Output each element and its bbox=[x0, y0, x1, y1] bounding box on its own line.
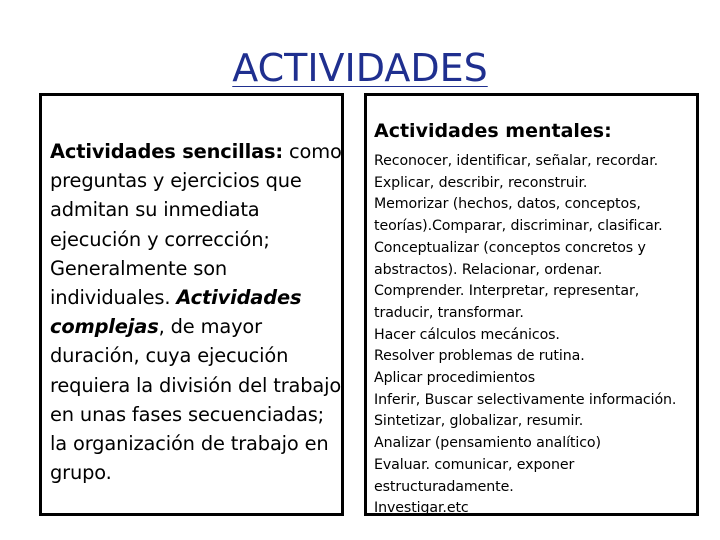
complex-activities-text: , de mayor duración, cuya ejecución requiera la división del trabajo en unas fases secuenciadas; la organización de trabajo en grupo. bbox=[50, 315, 342, 485]
list-item: Inferir, Buscar selectivamente información. bbox=[374, 391, 677, 408]
mental-activities-heading: Actividades mentales: bbox=[374, 120, 612, 142]
list-item: Reconocer, identificar, señalar, recordar. bbox=[374, 153, 659, 169]
list-item: Memorizar (hechos, datos, conceptos, teorías).Comparar, discriminar, clasificar. bbox=[374, 196, 663, 235]
list-item: Comprender. Interpretar, representar, traducir, transformar. bbox=[374, 283, 640, 321]
list-item: Investigar.etc bbox=[374, 500, 469, 517]
mental-activities-list bbox=[374, 151, 696, 520]
list-item: Hacer cálculos mecánicos. bbox=[374, 326, 560, 343]
activities-description bbox=[50, 137, 342, 487]
list-item: Evaluar. comunicar, exponer estructuradamente. bbox=[374, 456, 575, 495]
list-item: Analizar (pensamiento analítico) bbox=[374, 435, 601, 452]
complex-activities-heading: Actividades complejas bbox=[50, 286, 302, 339]
simple-complex-activities-box bbox=[39, 93, 344, 516]
list-item: Conceptualizar (conceptos concretos y abstractos). Relacionar, ordenar. bbox=[374, 239, 646, 278]
simple-activities-heading: Actividades sencillas: bbox=[50, 140, 284, 163]
list-item: Sintetizar, globalizar, resumir. bbox=[374, 413, 584, 430]
page-title: ACTIVIDADES bbox=[232, 46, 488, 90]
list-item: Aplicar procedimientos bbox=[374, 370, 536, 387]
list-item: Resolver problemas de rutina. bbox=[374, 348, 585, 365]
simple-activities-text: como preguntas y ejercicios que admitan su inmediata ejecución y corrección; Generalmente son individuales. bbox=[50, 140, 342, 310]
mental-activities-box bbox=[364, 93, 699, 516]
list-item: Explicar, describir, reconstruir. bbox=[374, 174, 588, 191]
